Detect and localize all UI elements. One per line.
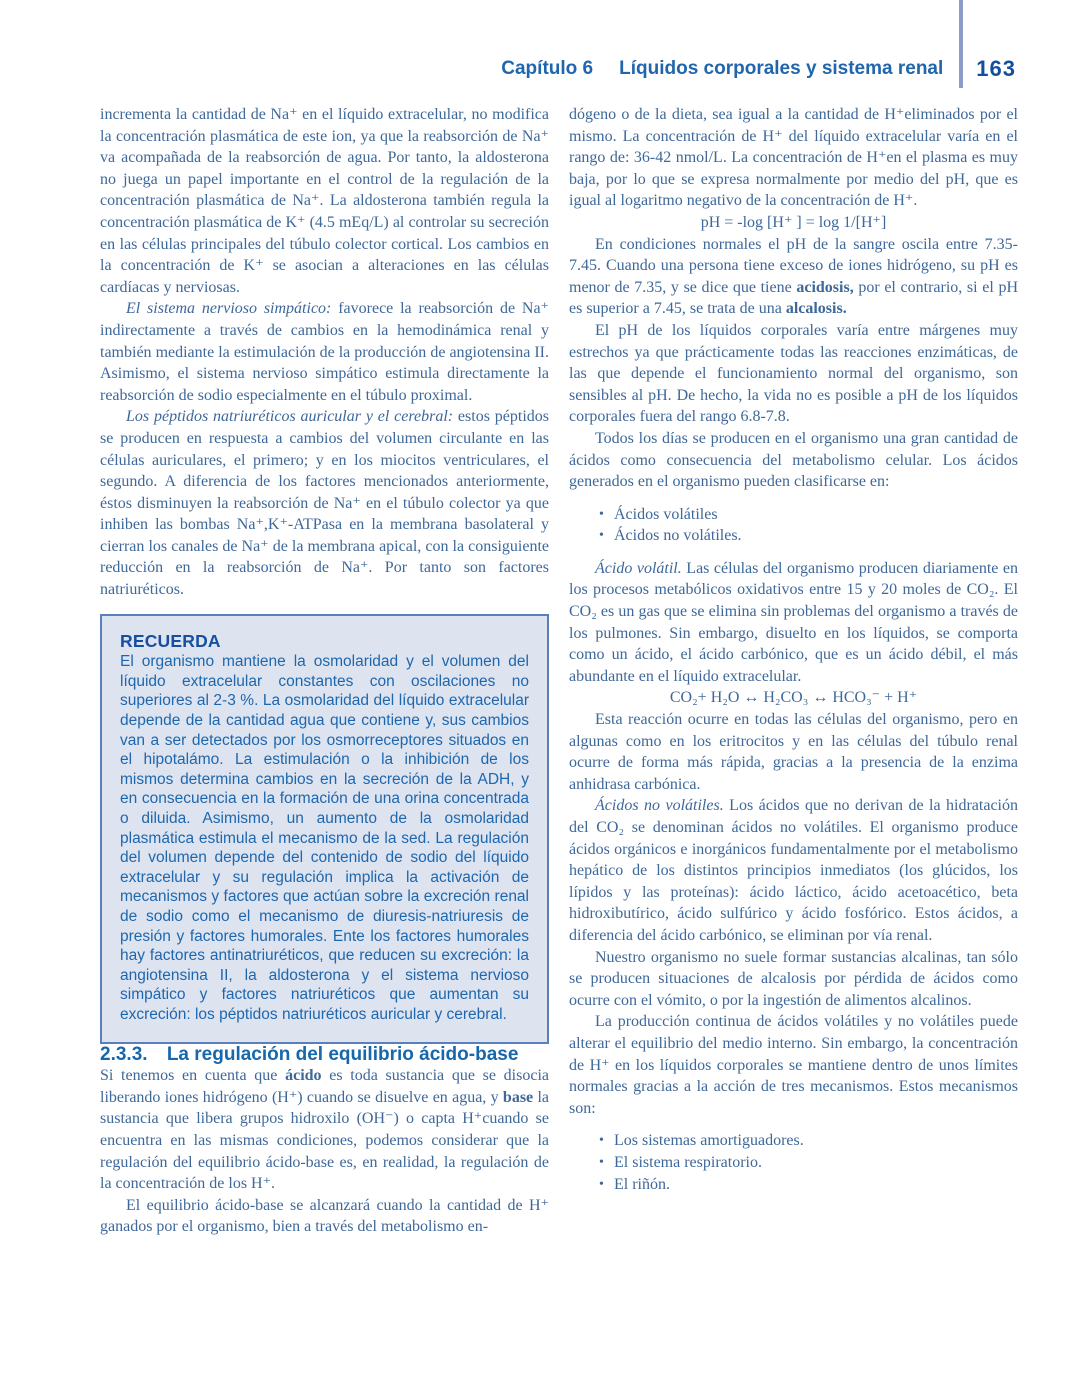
paragraph: En condiciones normales el pH de la sangre oscila entre 7.35-7.45. Cuando una persona tiene exceso de iones hidrógeno, su pH es menor de 7.35, y se dice que tiene acidosis, por el contrario, si el pH es superior a 7.45, se trata de una alcalosis. bbox=[569, 235, 1018, 318]
list-item: • El riñón. bbox=[599, 1174, 1018, 1196]
page-number: 163 bbox=[976, 56, 1016, 81]
carbonic-acid-equation: CO₂+ H₂O ↔ H₂CO₃ ↔ HCO₃⁻ + H⁺ bbox=[669, 689, 918, 707]
section-heading bbox=[100, 1044, 549, 1066]
paragraph: incrementa la cantidad de Na⁺ en el líquido extracelular, no modifica la concentración plasmática de este ion, ya que la reabsorción de Na⁺ va acompañada de la reabsorción de agua. Por tanto, la aldosterona no juega un papel importante en el control de la regulación de la concentración plasmática de Na⁺. La aldosterona también regula la concentración plasmática de K⁺ (4.5 mEq/L) al controlar su secreción en las células principales del túbulo colector cortical. Los cambios en la concentración de K⁺ se asocian a alteraciones en las células cardíacas y nerviosas. bbox=[100, 106, 549, 296]
section-number: 2.3.3. bbox=[100, 1043, 148, 1065]
paragraph: Todos los días se producen en el organismo una gran cantidad de ácidos como consecuencia del metabolismo celular. Los ácidos generados en el organismo pueden clasificarse en: bbox=[569, 429, 1018, 491]
ph-equation: pH = -log [H⁺ ] = log 1/[H⁺] bbox=[700, 213, 887, 231]
page-header bbox=[0, 0, 1016, 88]
paragraph: El equilibrio ácido-base se alcanzará cuando la cantidad de H⁺ ganados por el organismo, bien a través del metabolismo en- bbox=[100, 1196, 549, 1236]
list-item: • El sistema respiratorio. bbox=[599, 1152, 1018, 1174]
two-column-body bbox=[100, 104, 1018, 1238]
chapter-title: Líquidos corporales y sistema renal bbox=[619, 58, 944, 79]
paragraph: El pH de los líquidos corporales varía entre márgenes muy estrechos ya que prácticamente todas las reacciones enzimáticas, de las que depende el funcionamiento normal del organismo, son sensibles al pH. De hecho, la vida no es posible a pH de los líquidos corporales fuera del rango 6.8-7.8. bbox=[569, 321, 1018, 426]
paragraph: Ácido volátil. Las células del organismo producen diariamente en los procesos metabólicos oxidativos entre 15 y 20 moles de CO₂. El CO₂ es un gas que se elimina sin problemas del organismo a través de los pulmones. Sin embargo, disuelto en los líquidos, se comporta como un ácido, el ácido carbónico, que es un ácido débil, el más abundante en el líquido extracelular. bbox=[569, 559, 1018, 685]
header-rule bbox=[959, 0, 963, 88]
list-item: • Ácidos no volátiles. bbox=[599, 525, 1018, 547]
running-head bbox=[501, 58, 943, 88]
paragraph: Si tenemos en cuenta que ácido es toda sustancia que se disocia liberando iones hidrógeno (H⁺) cuando se disuelve en agua, y base la sustancia que libera grupos hidroxilo (OH⁻) o capta H⁺cuando se encuentra en las mismas condiciones, podemos considerar que la regulación del equilibrio ácido-base es, en realidad, la regulación de la concentración de los H⁺. bbox=[100, 1067, 550, 1193]
paragraph: Nuestro organismo no suele formar sustancias alcalinas, tan sólo se producen situaciones de alcalosis por pérdida de ácidos como ocurre con el vómito, o por la ingestión de alimentos alcalinos. bbox=[569, 948, 1018, 1009]
recuerda-box bbox=[100, 614, 549, 1044]
paragraph: La producción continua de ácidos volátiles y no volátiles puede alterar el equilibrio del medio interno. Sin embargo, la concentración de H⁺ en los líquidos corporales se mantiene dentro de unos límites normales gracias a la acción de tres mecanismos. Estos mecanismos son: bbox=[569, 1013, 1018, 1117]
paragraph: dógeno o de la dieta, sea igual a la cantidad de H⁺eliminados por el mismo. La concentración de H⁺ del líquido extracelular varía en el rango de: 36-42 nmol/L. La concentración de H⁺en el plasma es muy baja, por lo que se expresa normalmente por medio del pH, que es igual al logaritmo negativo de la concentración de H⁺. bbox=[569, 106, 1018, 210]
left-column bbox=[100, 104, 549, 1238]
acid-types-list bbox=[569, 504, 1018, 547]
recuerda-body: El organismo mantiene la osmolaridad y el volumen del líquido extracelular constantes con oscilaciones no superiores al 2-3 %. La osmolaridad del líquido extracelular depende de la cantidad agua que contiene y, sus cambios van a ser detectados por los osmorreceptores situados en el hipotalámo. La estimulación o la inhibición de los mismos determina cambios en la secreción de la ADH, y en consecuencia en la formación de una orina concentrada o diluida. Asimismo, un aumento de la osmolaridad plasmática estimula el mecanismo de la sed. La regulación del volumen depende del contenido de sodio del líquido extracelular y su regulación implica la activación de mecanismos y factores que actúan sobre la excreción renal de sodio como el mecanismo de diuresis-natriuresis de presión y factores humorales. Ente los factores humorales hay factores antinatriuréticos, que reducen su excreción: la angiotensina II, la aldosterona y el sistema nervioso simpático y factores natriuréticos que aumentan su excreción: los péptidos natriuréticos auricular y cerebral. bbox=[120, 653, 529, 1023]
right-column bbox=[569, 104, 1018, 1238]
chapter-label: Capítulo 6 bbox=[501, 58, 594, 79]
paragraph: Esta reacción ocurre en todas las células del organismo, pero en algunas como en los eritrocitos y en las células del túbulo renal ocurre de forma más rápida, gracias a la presencia de la enzima anhidrasa carbónica. bbox=[569, 711, 1018, 793]
section-title: La regulación del equilibrio ácido-base bbox=[166, 1043, 519, 1065]
mechanisms-list bbox=[569, 1130, 1018, 1195]
paragraph: Ácidos no volátiles. Los ácidos que no derivan de la hidratación del CO₂ se denominan ácidos no volátiles. El organismo produce ácidos orgánicos e inorgánicos fundamentalmente por el metabolismo hepático de los distintos principios inmediatos (los glúcidos, los lípidos y las proteínas): ácido láctico, ácido acetoacético, beta hidroxibutírico, ácido sulfúrico y ácido fosfórico. Estos ácidos, a diferencia del ácido carbónico, se eliminan por vía renal. bbox=[569, 797, 1018, 944]
paragraph: El sistema nervioso simpático: favorece la reabsorción de Na⁺ indirectamente a través de cambios en la hemodinámica renal y también mediante la estimulación de la producción de angiotensina II. Asimismo, el sistema nervioso simpático estimula directamente la reabsorción de sodio especialmente en el túbulo proximal. bbox=[100, 300, 549, 404]
paragraph: Los péptidos natriuréticos auricular y el cerebral: estos péptidos se producen en respuesta a cambios del volumen circulante en las células auriculares, el primero; y en los miocitos ventriculares, el segundo. A diferencia de los factores mencionados anteriormente, éstos disminuyen la reabsorción de Na⁺ en el túbulo colector ya que inhiben las bombas Na⁺,K⁺-ATPasa en la membrana basolateral y cierran los canales de Na⁺ de la membrana apical, con la consiguiente reducción en la reabsorción de Na⁺. Por tanto son factores natriuréticos. bbox=[100, 408, 549, 599]
list-item: • Ácidos volátiles bbox=[599, 504, 1018, 526]
list-item: • Los sistemas amortiguadores. bbox=[599, 1130, 1018, 1152]
recuerda-title: RECUERDA bbox=[120, 630, 221, 651]
